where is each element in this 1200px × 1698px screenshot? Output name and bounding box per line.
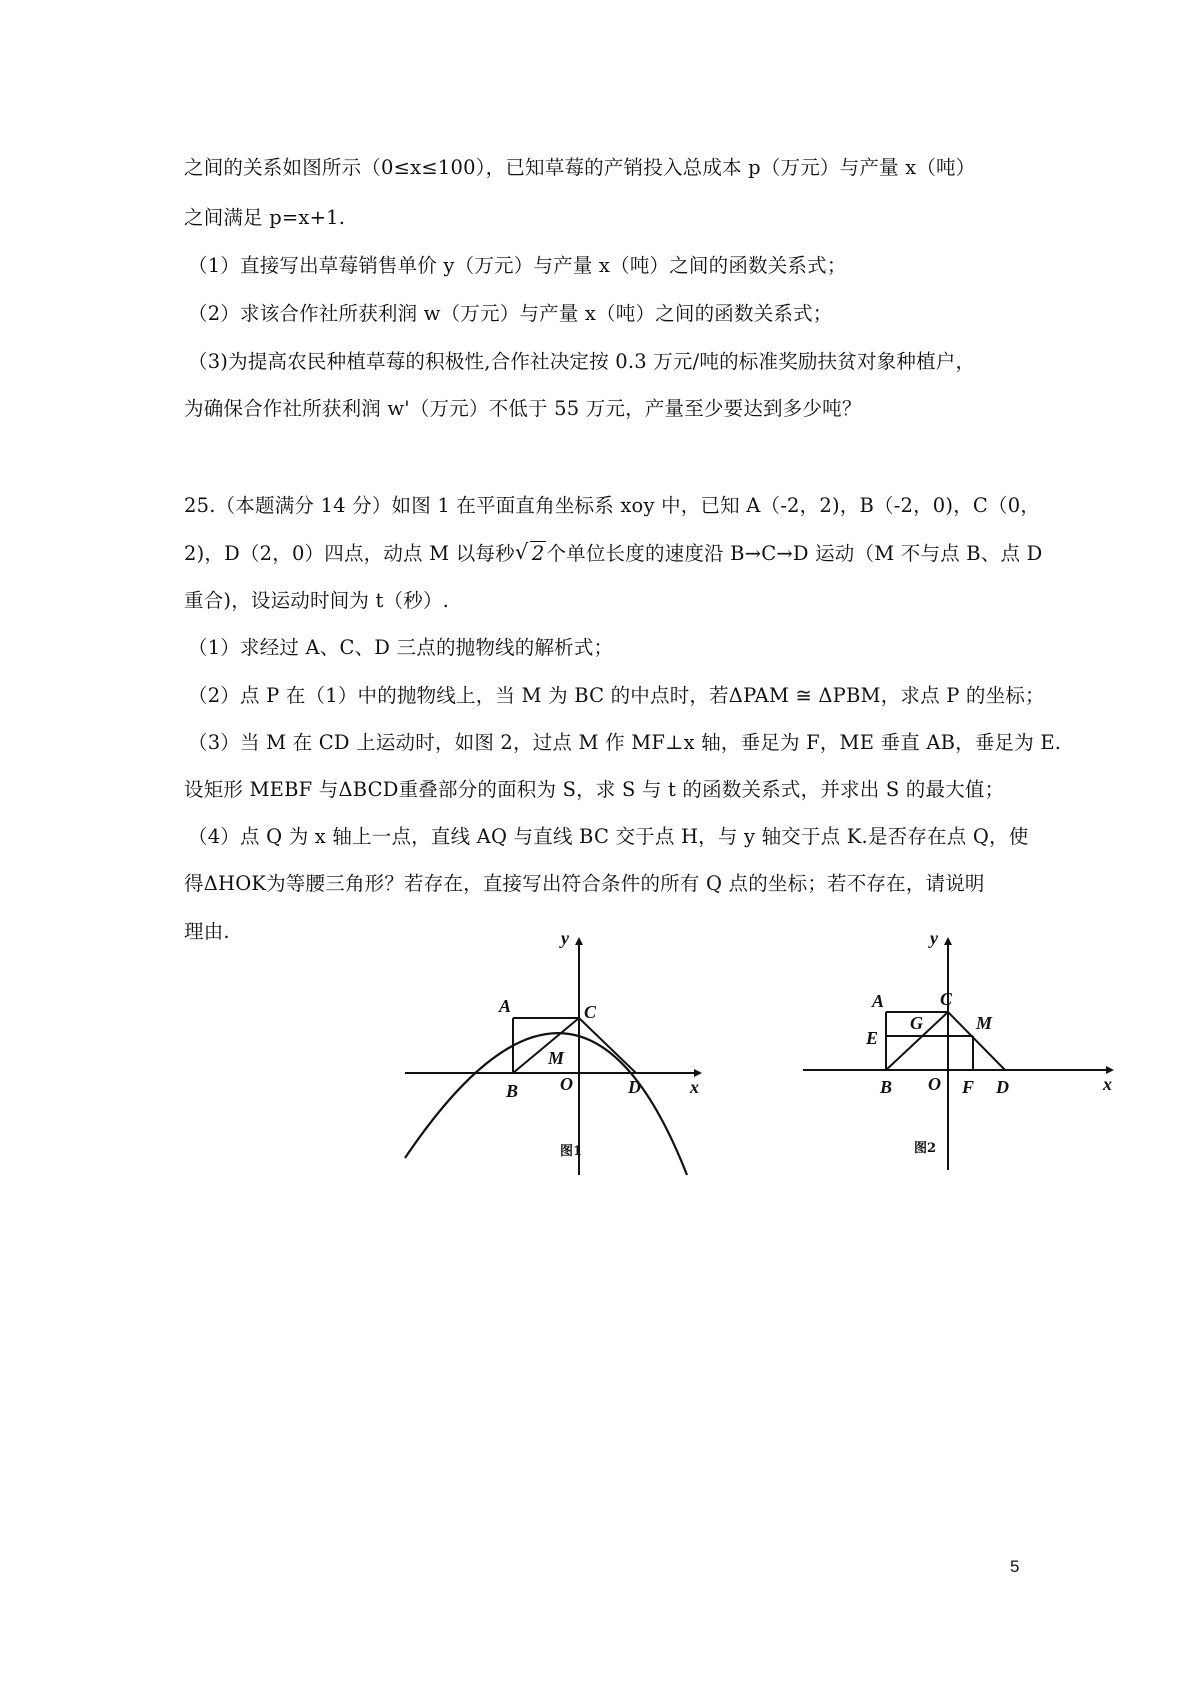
problem25-q1: （1）求经过 A、C、D 三点的抛物线的解析式； bbox=[188, 636, 614, 659]
parabola-curve bbox=[405, 1033, 687, 1175]
label-C: C bbox=[940, 989, 953, 1009]
problem25-q2: （2）点 P 在（1）中的抛物线上，当 M 为 BC 的中点时，若ΔPAM ≅ ΔPBM，求点 P 的坐标； bbox=[188, 684, 1045, 707]
figure-1 bbox=[400, 925, 710, 1180]
figure-2-caption: 图2 bbox=[914, 1141, 937, 1156]
label-B: B bbox=[506, 1081, 519, 1101]
label-A: A bbox=[872, 991, 885, 1011]
figure-1-caption: 图1 bbox=[560, 1144, 583, 1159]
problem25-q3a: （3）当 M 在 CD 上运动时，如图 2，过点 M 作 MF⊥x 轴，垂足为 F，ME 垂直 AB，垂足为 E. bbox=[188, 731, 1062, 754]
question-3-cont: 为确保合作社所获利润 w'（万元）不低于 55 万元，产量至少要达到多少吨？ bbox=[184, 397, 862, 420]
problem25-q3b: 设矩形 MEBF 与ΔBCD重叠部分的面积为 S，求 S 与 t 的函数关系式，并求出 S 的最大值； bbox=[184, 778, 1005, 801]
label-O: O bbox=[560, 1074, 573, 1094]
problem25-line2-after: 个单位长度的速度沿 B→C→D 运动（M 不与点 B、点 D bbox=[546, 542, 1043, 565]
problem25-line1: 25.（本题满分 14 分）如图 1 在平面直角坐标系 xoy 中，已知 A（-2，2)，B（-2，0)，C（0， bbox=[184, 494, 1041, 517]
figure-2 bbox=[800, 925, 1120, 1180]
question-3: （3)为提高农民种植草莓的积极性,合作社决定按 0.3 万元/吨的标准奖励扶贫对象种植户， bbox=[188, 350, 976, 373]
label-x: x bbox=[1103, 1074, 1112, 1094]
label-C: C bbox=[584, 1002, 597, 1022]
label-x: x bbox=[690, 1077, 699, 1097]
problem25-q4c: 理由. bbox=[184, 920, 230, 943]
label-D: D bbox=[628, 1077, 641, 1097]
label-M: M bbox=[976, 1013, 993, 1033]
label-F: F bbox=[962, 1077, 975, 1097]
label-D: D bbox=[996, 1077, 1009, 1097]
label-y: y bbox=[930, 928, 938, 948]
problem25-line3: 重合)，设运动时间为 t（秒）. bbox=[184, 589, 450, 612]
segment-CD bbox=[579, 1018, 636, 1073]
label-M: M bbox=[548, 1048, 565, 1068]
sqrt-radicand: 2 bbox=[531, 542, 545, 565]
question-2: （2）求该合作社所获利润 w（万元）与产量 x（吨）之间的函数关系式； bbox=[188, 302, 833, 325]
problem25-q4b: 得ΔHOK为等腰三角形？若存在，直接写出符合条件的所有 Q 点的坐标；若不存在，请说明 bbox=[184, 872, 985, 895]
page-number: 5 bbox=[1010, 1557, 1020, 1576]
label-B: B bbox=[880, 1077, 893, 1097]
problem25-q4a: （4）点 Q 为 x 轴上一点，直线 AQ 与直线 BC 交于点 H，与 y 轴交于点 K.是否存在点 Q，使 bbox=[188, 825, 1029, 848]
label-A: A bbox=[499, 996, 512, 1016]
label-E: E bbox=[866, 1028, 879, 1048]
segment-BC bbox=[513, 1018, 579, 1073]
problem25-line2 bbox=[184, 540, 1043, 565]
label-y: y bbox=[561, 928, 569, 948]
label-G: G bbox=[910, 1013, 923, 1033]
label-O: O bbox=[928, 1074, 941, 1094]
problem25-line2-before: 2)，D（2，0）四点，动点 M 以每秒 bbox=[184, 542, 515, 565]
text-line-2: 之间满足 p=x+1. bbox=[184, 206, 346, 229]
sqrt-expression: √ 2 bbox=[514, 540, 545, 565]
question-1: （1）直接写出草莓销售单价 y（万元）与产量 x（吨）之间的函数关系式； bbox=[188, 254, 847, 277]
text-line-1: 之间的关系如图所示（0≤x≤100），已知草莓的产销投入总成本 p（万元）与产量 x（吨） bbox=[184, 156, 976, 179]
